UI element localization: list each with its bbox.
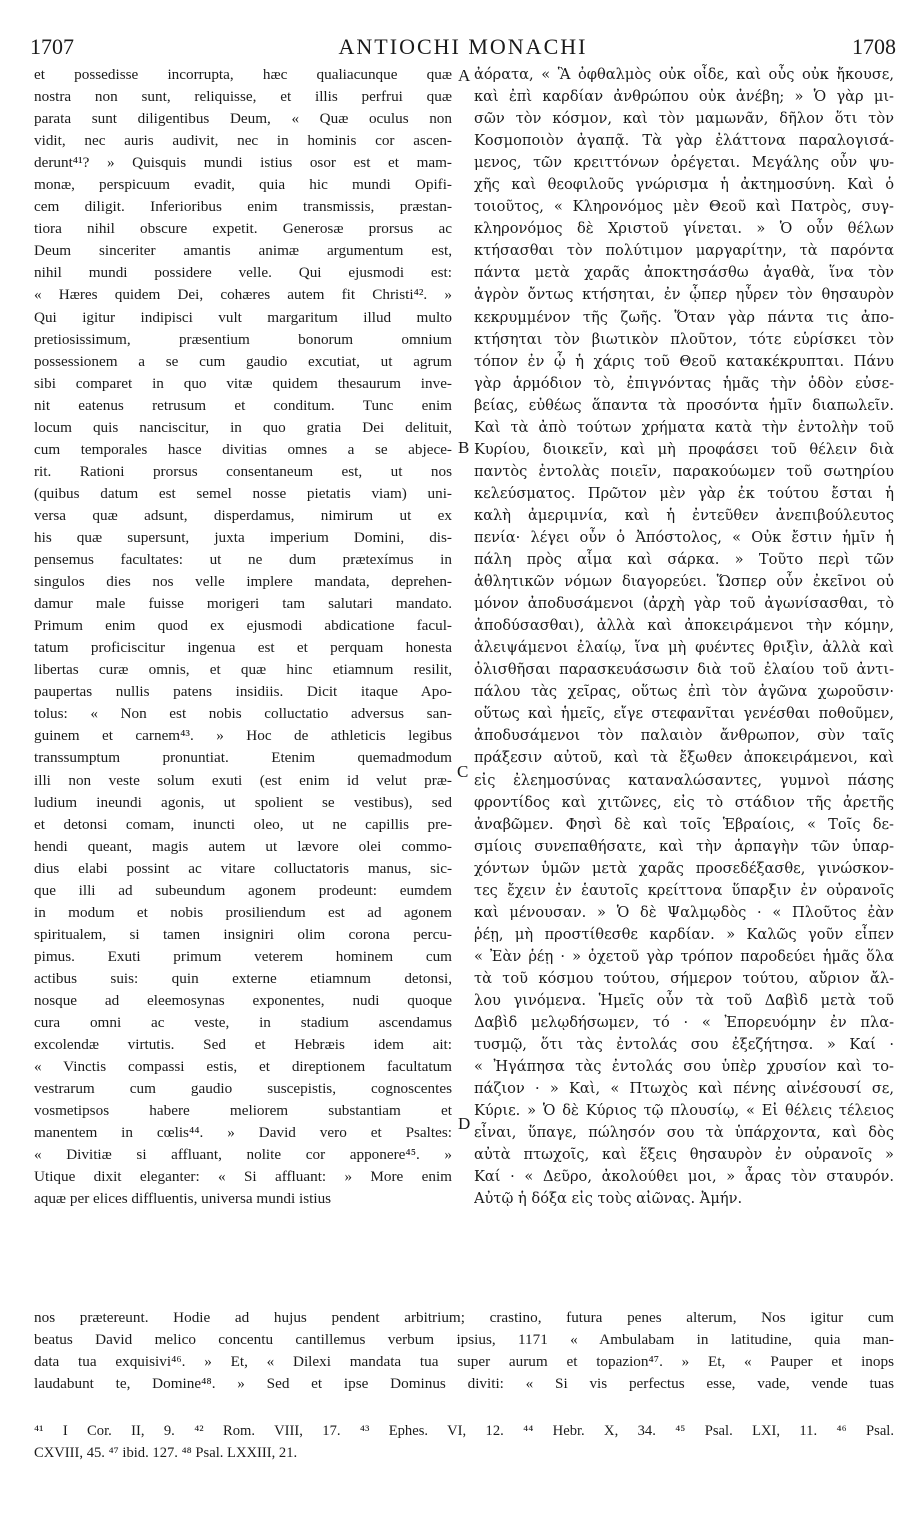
greek-text-line: Κύριε. » Ὁ δὲ Κύριος τῷ πλουσίῳ, « Εἰ θέλεις τέλειος [474, 1102, 894, 1120]
greek-text-line: ἀναβῶμεν. Φησὶ δὲ καὶ τοῖς Ἑβραίοις, « Τοῖς δε- [474, 815, 894, 833]
latin-text-line: guinem et carnem⁴³. » Hoc de athleticis legibus [34, 727, 452, 745]
greek-text-line: ἀποδυσάμενοι τὸν παλαιὸν ἄνθρωπον, σὺν ταῖς [474, 727, 894, 745]
latin-text-line: rit. Rationi prorsus consentaneum est, ut nos [34, 462, 452, 480]
greek-text-line: κληρονόμος δὲ Χριστοῦ γίνεται. » Ὁ οὖν θέλων [474, 220, 894, 238]
margin-letter-a: A [458, 66, 471, 85]
latin-text-line: sibi comparet in quo vitæ quidem thesaurum inve- [34, 374, 452, 392]
greek-text-line: πάντα μετὰ χαρᾶς ἀποκτησάσθω ἀγαθὰ, ἵνα τὸν [474, 264, 894, 282]
full-width-text [34, 1307, 894, 1395]
greek-text-line: τὰ τοῦ κόσμου τούτου, σήμερον τούτου, αὔριον ἄλ- [474, 969, 894, 987]
latin-text-line: cura omni ac veste, in stadium ascendamus [34, 1014, 452, 1032]
latin-text-line: Utique dixit eleganter: « Si affluant: » More enim [34, 1168, 452, 1186]
full-width-text-line: data tua exquisivi⁴⁶. » Et, « Dilexi mandata tua super aurum et topazion⁴⁷. » Et, « Pauper et inops [34, 1353, 894, 1371]
greek-text-line: ἀγρὸν ὄντως κτήσηται, ἐν ᾧπερ ηὗρεν τὸν θησαυρὸν [474, 286, 894, 304]
latin-text-line: locum quis nanciscitur, in quo gratia Dei delituit, [34, 418, 452, 436]
latin-text-line: illi non veste solum exuti (est enim id velut præ- [34, 771, 452, 789]
full-width-text-line: beatus David melico concentu cantillemus verbum ipsius, 1171 « Ambulabam in latitudine, quia man- [34, 1331, 894, 1349]
greek-text-line: φροντίδος καὶ χιτῶνες, εἰς τὸ στάδιον τῆς ἀρετῆς [474, 793, 894, 811]
latin-text-line: damur male fuisse morigeri tam salutari mandato. [34, 595, 452, 613]
greek-text-line: Καί · « Δεῦρο, ἀκολούθει μοι, » ἆρας τὸν σταυρόν. [474, 1168, 894, 1186]
full-width-text-line: laudabunt te, Domine⁴⁸. » Sed et ipse Dominus diviti: « Si vis perfectus esse, vade, vende tuas [34, 1375, 894, 1393]
latin-text-line: Qui igitur indipisci vult margaritum illud multo [34, 308, 452, 326]
greek-text-line: μενος, τῶν κρειττόνων ὀρέγεται. Μεγάλης οὖν ψυ- [474, 154, 894, 172]
greek-text-line: τοιοῦτος, « Κληρονόμος μὲν Θεοῦ καὶ Πατρὸς, συγ- [474, 198, 894, 216]
greek-text-line: εἰς ἐλεημοσύνας καταναλώσαντες, γυμνοὶ πάσης [474, 771, 894, 789]
margin-letter-d: D [458, 1114, 471, 1133]
latin-text-line: monæ, perspicuum evadit, quia hic mundi Opifi- [34, 176, 452, 194]
latin-text-line: et detonsi comam, inuncti oleo, ut ne capillis pre- [34, 815, 452, 833]
latin-text-line: excolendæ virtutis. Sed et Hebræis idem ait: [34, 1036, 452, 1054]
greek-text-line: Δαβὶδ μελῳδήσωμεν, τό · « Ἐπορευόμην ἐν πλα- [474, 1014, 894, 1032]
greek-text-line: κτήσηται τὸν βιωτικὸν πλοῦτον, τότε εὑρίσκει τὸν [474, 330, 894, 348]
page-header [30, 34, 896, 64]
greek-text-line: πάλου τὰς χεῖρας, οὕτως ἐπὶ τὸν ἀγῶνα χωροῦσιν· [474, 683, 894, 701]
greek-text-line: « Ἠγάπησα τὰς ἐντολάς σου ὑπὲρ χρυσίον καὶ το- [474, 1058, 894, 1076]
greek-text-line: ἀλειψάμενοι ἐλαίῳ, ἵνα μὴ φυέντες θριξὶν, ἀλλὰ καὶ [474, 639, 894, 657]
latin-text-line: tolus: « Non est nobis colluctatio adversus san- [34, 705, 452, 723]
greek-text-line: χόντων ὑμῶν μετὰ χαρᾶς προσεδέξασθε, γινώσκον- [474, 859, 894, 877]
greek-text-line: πάζιον · » Καὶ, « Πτωχὸς καὶ πένης αἰνέσουσί σε, [474, 1080, 894, 1098]
latin-text-line: possessionem a se cum gaudio excutiat, ut agrum [34, 352, 452, 370]
margin-letter-c: C [457, 762, 469, 781]
latin-text-line: versa quæ adsunt, disperdamus, nimirum ut ex [34, 506, 452, 524]
greek-text-line: λου γινόμενα. Ἡμεῖς οὖν τὰ τοῦ Δαβὶδ μετὰ τοῦ [474, 991, 894, 1009]
latin-text-line: nostra non sunt, reliquisse, et illis perfrui quæ [34, 88, 452, 106]
latin-text-line: Deum sinceriter amantis animæ argumentum est, [34, 242, 452, 260]
greek-text-line: Κοσμοποιὸν ἀγαπᾷ. Τὰ γὰρ ἐλάττονα παραλογισά- [474, 132, 894, 150]
latin-column [34, 64, 452, 1210]
latin-text-line: et possedisse incorrupta, hæc qualiacunque quæ [34, 66, 452, 83]
latin-text-line: Primum enim quod ex ejusmodi abdicatione facul- [34, 617, 452, 635]
greek-text-line: ἀποδύσασθαι), ἀλλὰ καὶ ἀποκειράμενοι τὴν κόμην, [474, 617, 894, 635]
greek-text-line: καὶ ἐπὶ καρδίαν ἀνθρώπου οὐκ ἀνέβη; » Ὁ γὰρ μι- [474, 88, 894, 106]
latin-text-line: pretiosissimum, præsentium bonorum omnium [34, 330, 452, 348]
greek-text-line: πάλη πρὸς αἷμα καὶ σάρκα. » Τοῦτο περὶ τῶν [474, 551, 894, 569]
latin-text-line: parata sunt diligentibus Deum, « Quæ oculus non [34, 110, 452, 128]
latin-text-line: vidit, nec auris audivit, nec in hominis cor ascen- [34, 132, 452, 150]
latin-text-line: aquæ per elices diffluentis, universa mundi istius [34, 1190, 332, 1208]
greek-text-line: αὐτὰ πτωχοῖς, καὶ ἕξεις θησαυρὸν ἐν οὐρανοῖς » [474, 1146, 894, 1164]
latin-text-line: nit eatenus retrusum et conditum. Tunc enim [34, 396, 452, 414]
latin-text-line: derunt⁴¹? » Quisquis mundi istius osor est et mam- [34, 154, 452, 172]
latin-text-line: spiritualem, si tamen insigniri olim corona percu- [34, 925, 452, 943]
latin-text-line: hendi queant, magis autem ut lævore olei commo- [34, 837, 452, 855]
latin-text-line: pimus. Exuti primum veterem hominem cum [34, 947, 452, 965]
greek-text-line: κελεύσματος. Πρῶτον μὲν γὰρ ἐκ τούτου ἔσται ἡ [474, 484, 894, 502]
greek-text-line: τόπον ἐν ᾧ ἡ χάρις τοῦ Θεοῦ κατακέκρυπται. Πάνυ [474, 352, 894, 370]
latin-text-line: paupertas nullis patens insidiis. Dicit itaque Apo- [34, 683, 452, 701]
latin-text-line: tiora nihil obscure expetit. Generosæ prorsus ac [34, 220, 452, 238]
latin-text-line: nosque ad eleemosynas exponentes, nudi quoque [34, 991, 452, 1009]
latin-text-line: actibus suis: quin externe etiamnum detonsi, [34, 969, 452, 987]
footnotes [34, 1420, 894, 1464]
latin-text-line: in modum et nobis prosiliendum est ad agonem [34, 903, 452, 921]
greek-text-line: ἀθλητικῶν νόμων διαγορεύει. Ὥσπερ οὖν ἐκεῖνοι οὐ [474, 573, 894, 591]
greek-text-line: εἶναι, ὕπαγε, πώλησόν σου τὰ ὑπάρχοντα, καὶ δὸς [474, 1124, 894, 1142]
latin-text-line: cum temporales hasce divitias omnes a se abjece- [34, 440, 452, 458]
greek-text-line: Καὶ τὰ ἀπὸ τούτων χρήματα κατὰ τὴν ἐντολὴν τοῦ [474, 418, 894, 436]
running-title: ANTIOCHI MONACHI [338, 34, 588, 59]
greek-text-line: ἀόρατα, « Ἃ ὀφθαλμὸς οὐκ οἶδε, καὶ οὖς οὐκ ἤκουσε, [474, 66, 894, 83]
full-width-text-line: nos prætereunt. Hodie ad hujus pendent arbitrium; crastino, futura penes alterum, Nos igitur cum [34, 1309, 894, 1326]
greek-text-line: κεκρυμμένον τῆς ζωῆς. Ὅταν γὰρ πάντα τις ἀπο- [474, 308, 894, 326]
latin-text-line: cem diligit. Inferioribus enim transmissis, præstan- [34, 198, 452, 216]
latin-text-line: manentem in cœlis⁴⁴. » David vero et Psaltes: [34, 1124, 452, 1142]
latin-text-line: vosmetipsos habere meliorem substantiam et [34, 1102, 452, 1120]
greek-text-line: « Ἐὰν ῥέῃ · » ὀχετοῦ γὰρ τρόπον παροδεύει ἡμᾶς ὅλα [474, 947, 894, 965]
greek-text-line: γὰρ ἁρμόδιον τὸ, ἐπιγνόντας ἡμᾶς τὴν ὁδὸν εὐσε- [474, 374, 894, 392]
latin-text-line: his quæ supersunt, juxta imperium Domini, dis- [34, 528, 452, 546]
latin-text-line: « Vinctis compassi estis, et direptionem facultatum [34, 1058, 452, 1076]
latin-text-line: pensemus facultates: ut ne dum prætexímus in [34, 551, 452, 569]
greek-text-line: ῥέῃ, μὴ προστίθεσθε καρδίαν. » Καλῶς γοῦν εἶπεν [474, 925, 894, 943]
greek-text-line: καλὴ ἀμεριμνία, καὶ ἡ ἐντεῦθεν ἀνεπιβούλευτος [474, 506, 894, 524]
greek-text-line: πενία· λέγει οὖν ὁ Ἀπόστολος, « Οὐκ ἔστιν ἡμῖν ἡ [474, 528, 894, 546]
footnote-line: ⁴¹ I Cor. II, 9. ⁴² Rom. VIII, 17. ⁴³ Ephes. VI, 12. ⁴⁴ Hebr. X, 34. ⁴⁵ Psal. LXI, 11. ⁴⁶ Psal. [34, 1423, 894, 1439]
greek-text-line: ὀλισθῆσαι παρασκευάσωσιν διὰ τοῦ ἐλαίου τοῦ ἀντι- [474, 661, 894, 679]
latin-text-line: « Hæres quidem Dei, cohæres autem fit Christi⁴². » [34, 286, 452, 304]
page-number-right: 1708 [852, 34, 896, 59]
greek-text-line: κτήσασθαι τὸν πολύτιμον μαργαρίτην, τὰ παρόντα [474, 242, 894, 260]
greek-text-line: πράξεσιν αὐτοῦ, καὶ τὰ ἔξωθεν ἀποκειράμενοι, καὶ [474, 749, 894, 767]
greek-text-line: βείας, εὐθέως ἅπαντα τὰ προσόντα ἡμῖν διαπωλεῖν. [474, 396, 894, 414]
latin-text-line: « Divitiæ si affluant, nolite cor apponere⁴⁵. » [34, 1146, 452, 1164]
margin-letter-b: B [458, 438, 470, 457]
greek-text-line: μόνον ἀποδυσάμενοι (ἀρχὴ γὰρ τοῦ ἀγωνίσασθαι, τὸ [474, 595, 894, 613]
greek-text-line: τες ἔχειν ἐν ἑαυτοῖς κρείττονα ὕπαρξιν ἐν οὐρανοῖς [474, 881, 894, 899]
greek-text-line: σῶν τὸν κόσμον, καὶ τὸν μαμωνᾶν, δῆλον ὅτι τὸν [474, 110, 894, 128]
latin-text-line: (quibus datum est semel nosse pietatis viam) uni- [34, 484, 452, 502]
greek-text-line: χῆς καὶ θεοφιλοῦς γνώρισμα ἡ ἀκτημοσύνη. Καὶ ὁ [474, 176, 894, 194]
latin-text-line: tatum proficiscitur ingenua est et perquam honesta [34, 639, 452, 657]
greek-text-line: οὕτως καὶ ἡμεῖς, εἴγε στεφανῖται γενέσθαι ποθοῦμεν, [474, 705, 894, 723]
latin-text-line: que illi ad subeundum agonem prodeunt: eumdem [34, 881, 452, 899]
greek-text-line: σμίοις συνεπαθήσατε, καὶ τὴν ἁρπαγὴν τῶν ὑπαρ- [474, 837, 894, 855]
latin-text-line: libertas curæ omnis, et quæ hinc etiamnum resilit, [34, 661, 452, 679]
greek-text-line: τυσμῷ, ὅτι τὰς ἐντολάς σου ἐξεζήτησα. » Καί · [474, 1036, 894, 1054]
greek-column [474, 64, 894, 1210]
latin-text-line: vestrarum cum gaudio suscepistis, cognoscentes [34, 1080, 452, 1098]
footnote-line: CXVIII, 45. ⁴⁷ ibid. 127. ⁴⁸ Psal. LXXIII, 21. [34, 1445, 298, 1462]
latin-text-line: nihil mundi possidere velle. Qui ejusmodi est: [34, 264, 452, 282]
greek-text-line: Αὐτῷ ἡ δόξα εἰς τοὺς αἰῶνας. Ἀμήν. [474, 1190, 743, 1208]
greek-text-line: Κυρίου, διοικεῖν, καὶ μὴ προφάσει τοῦ θέλειν διὰ [474, 440, 894, 458]
latin-text-line: singulos dies nos velle implere mandata, deprehen- [34, 573, 452, 591]
latin-text-line: ludium ineundi agonis, ut spolient se vestibus), sed [34, 793, 452, 811]
greek-text-line: καὶ μένουσαν. » Ὁ δὲ Ψαλμῳδὸς · « Πλοῦτος ἐὰν [474, 903, 894, 921]
page-number-left: 1707 [30, 34, 74, 59]
latin-text-line: transsumptum pronuntiat. Etenim quemadmodum [34, 749, 452, 767]
greek-text-line: παντὸς ἐντολὰς ποιεῖν, παρακούωμεν τοῦ σωτηρίου [474, 462, 894, 480]
latin-text-line: dius elabi possint ac vitare colluctatoris manus, sic- [34, 859, 452, 877]
